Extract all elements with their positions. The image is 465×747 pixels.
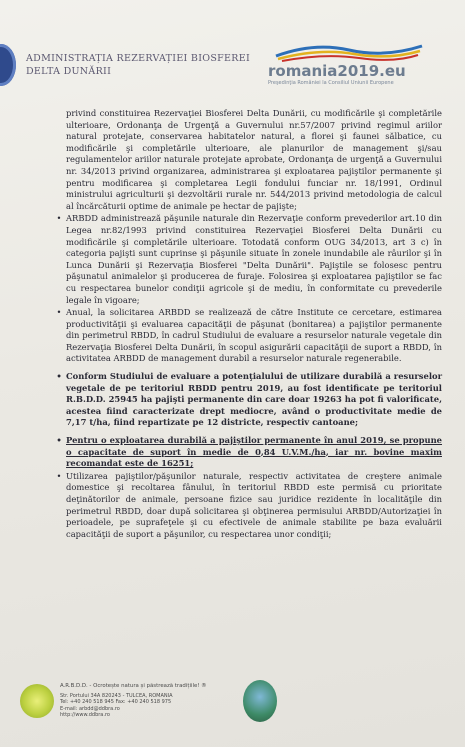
arbdd-footer-logo-icon [20, 684, 54, 718]
footer-contact [60, 683, 260, 719]
letterhead-title [26, 52, 256, 78]
bullet-text: ARBDD administrează păşunile naturale din Rezervaţie conform prevederilor art.10 din Legea nr.82/1993 privind constituirea Rezervaţiei Biosferei Delta Dunării cu modificările şi completările ulterioare. Totodată conform OUG 34/2013, art 3 c) în categoria pajişti sunt cuprinse şi păşunile situate în zonele inundabile ale râurilor şi în Lunca Dunării şi Rezervaţia Biosferei "Delta Dunării". Pajiştile se folosesc pentru păşunatul animalelor şi producerea de furaje. Folosirea şi exploatarea pajiştilor se fac cu respectarea bunelor condiţii agricole şi de mediu, în conformitate cu prevederile legale în vigoare; [66, 213, 442, 305]
letterhead-line-1: ADMINISTRAȚIA REZERVAȚIEI BIOSFEREI [26, 53, 251, 64]
list-item [26, 471, 442, 541]
footer-address: Str. Portului 34A 820243 - TULCEA, ROMANIA [60, 692, 173, 699]
footer-phone: Tel: +40 240 518 945 Fax: +40 240 518 975 [60, 699, 172, 706]
footer-tagline: A.R.B.D.D. - Ocrotește natura și păstrează tradițiile! ® [60, 683, 207, 689]
letterhead-line-2: DELTA DUNĂRII [26, 66, 112, 77]
bullet-icon: • [56, 435, 62, 446]
brand-wordmark: romania2019.eu [268, 62, 406, 80]
list-item [26, 307, 442, 365]
bullet-icon: • [56, 470, 62, 481]
list-item-highlight [26, 435, 442, 470]
biosphere-reserve-seal-icon [243, 680, 277, 722]
document-body [26, 108, 442, 540]
paragraph-legal-basis: privind constituirea Rezervaţiei Biosferei Delta Dunării, cu modificările şi completările ulterioare, Ordonanţa de Urgenţă a Guvernului nr.57/2007 privind regimul ariilor natural protejate, conservarea habitatelor natural, a florei şi faunei sălbatice, cu modificările şi completările ulterioare, ale planurilor de management şi/sau regulamentelor ariilor naturale protejate aprobate, Ordonanţa de urgenţă a Guvernului nr. 34/2013 privind organizarea, administrarea şi exploatarea pajiştilor permanente şi pentru modificarea şi completarea Legii fondului funciar nr. 18/1991, Ordinul ministrului agriculturii şi dezvoltării rurale nr. 544/2013 privind metodologia de calcul al încărcăturii optime de animale pe hectar de pajişte; [66, 108, 442, 211]
footer-web: http://www.ddbra.ro [60, 712, 110, 719]
arbdd-emblem-icon [0, 44, 16, 86]
list-item [26, 371, 442, 429]
bullet-icon: • [56, 371, 62, 382]
footer-email: E-mail: arbdd@ddbra.ro [60, 705, 120, 712]
bullet-text: Pentru o exploatarea durabilă a pajiştilor permanente în anul 2019, se propune o capacitate de suport în medie de 0,84 U.V.M./ha, iar nr. bovine maxim recomandat este de 16251; [66, 435, 442, 469]
bullet-icon: • [56, 213, 62, 224]
bullet-text: Utilizarea pajiştilor/păşunilor naturale, respectiv activitatea de creştere animale domestice şi recoltarea fânului, în teritoriul RBDD este permisă cu prioritate deţinătorilor de animale, persoane fizice sau juridice rezidente în localităţile din perimetrul RBDD, doar după solicitarea şi obţinerea permisului ARBDD/Autorizaţiei în perioadele, pe suprafeţele şi cu efectivele de animale stabilite pe baza evaluării capacităţii de suport a păşunilor, cu respectarea unor condiţii; [66, 470, 442, 539]
brand-subtitle: Preşedinţia României la Consiliul Uniunii Europene [268, 80, 394, 86]
list-item [26, 213, 442, 306]
bullet-text: Conform Studiului de evaluare a potenţialului de utilizare durabilă a resurselor vegetale de pe teritoriul RBDD pentru 2019, au fost identificate pe teritoriul R.B.D.D. 25945 ha pajişti permanente din care doar 19263 ha pot fi valorificate, acestea fiind caracterizate drept mediocre, având o productivitate medie de 7,17 t/ha, fiind repartizate pe 12 districte, respectiv cantoane; [66, 371, 442, 428]
bullet-icon: • [56, 307, 62, 318]
bullet-text: Anual, la solicitarea ARBDD se realizează de către Institute ce cercetare, estimarea productivităţii şi evaluarea capacităţii de păşunat (bonitarea) a pajiştilor permanente din perimetrul RBDD, în cadrul Studiului de evaluare a resurselor naturale vegetale din Rezervaţia Biosferei Delta Dunării, în scopul asigurării capacităţii de suport a RBDD, în activitatea ARBDD de management durabil a resurselor naturale regenerabile. [66, 307, 442, 364]
romania2019-logo-icon [274, 40, 424, 62]
